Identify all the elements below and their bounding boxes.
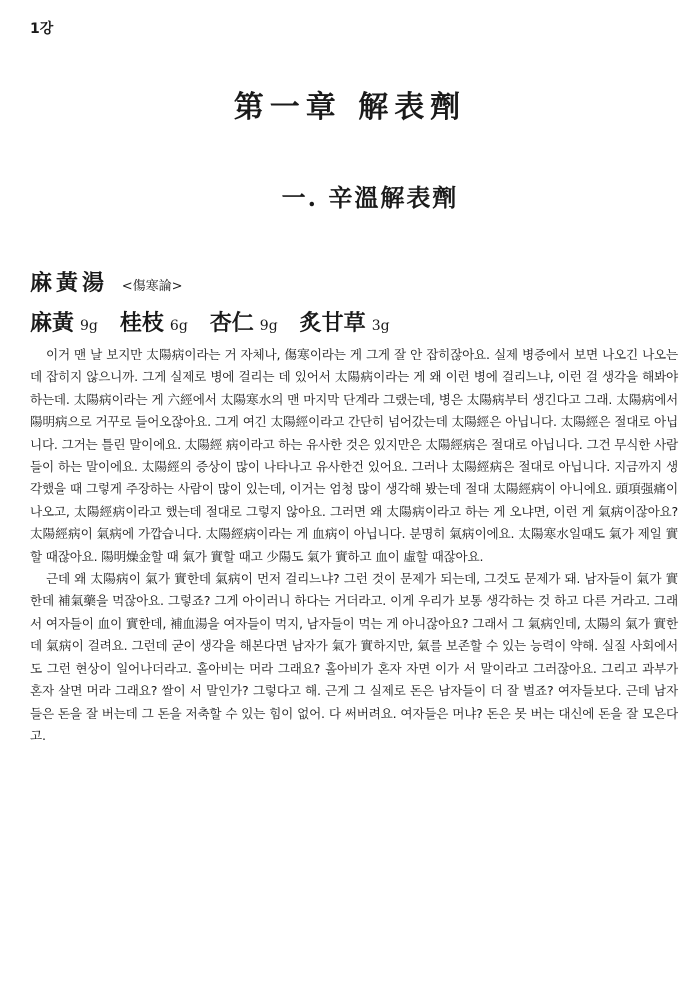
prescription-source: <傷寒論> (121, 279, 183, 294)
ingredient (300, 306, 390, 337)
section-title: 一. 辛溫解表劑 (281, 183, 459, 212)
ingredient-name: 麻黃 (30, 310, 75, 336)
ingredient-dose: 9g (259, 318, 278, 334)
ingredient (210, 306, 278, 337)
body-text (30, 344, 678, 747)
ingredient-list (30, 306, 390, 337)
paragraph: 이거 맨 날 보지만 太陽病이라는 거 자체나, 傷寒이라는 게 그게 잘 안 잡히잖아요. 실제 병증에서 보면 나오긴 나오는데 잡히지 않으니까. 그게 실제로 병에 걸리는 데 있어서 太陽病이라는 게 왜 이런 병에 걸리느냐, 이런 걸 생각을 해봐야하는데. 太陽病이라는 게 六經에서 太陽寒水의 맨 마지막 단계라 그랬는데, 병은 太陽病부터 생긴다고 그래. 太陽病에서 陽明病으로 거꾸로 들어오잖아요. 그게 여긴 太陽經이라고 간단히 넘어갔는데 太陽經은 아닙니다. 太陽經은 절대로 아닙니다. 그거는 틀린 말이에요. 太陽經 病이라고 하는 유사한 것은 있지만은 太陽經病은 절대로 아닙니다. 그건 무식한 사람들이 하는 말이에요. 太陽經의 증상이 많이 나타나고 유사한건 있어요. 그러나 太陽經病은 절대로 아닙니다. 지금까지 생각했을 때 그렇게 주장하는 사람이 많이 있는데, 이거는 엄청 많이 생각해 봤는데 절대 太陽經病이 아니에요. 頭項强痛이 나오고, 太陽經病이라고 했는데 절대로 그렇지 않아요. 그러면 왜 太陽病이라고 하는 게 오냐면, 이런 게 氣病이잖아요? 太陽經病이 氣病에 가깝습니다. 太陽經病이라는 게 血病이 아닙니다. 분명히 氣病이에요. 太陽寒水일때도 氣가 제일 實할 때잖아요. 陽明燥金할 때 氣가 實할 때고 少陽도 氣가 實하고 血이 虛할 때잖아요. (30, 347, 678, 564)
ingredient-name: 桂枝 (119, 310, 164, 336)
page-number: 1강 (30, 21, 54, 37)
ingredient (30, 306, 98, 337)
ingredient-dose: 3g (371, 318, 390, 334)
ingredient-name: 杏仁 (209, 310, 254, 336)
paragraph: 근데 왜 太陽病이 氣가 實한데 氣病이 먼저 걸리느냐? 그런 것이 문제가 되는데, 그것도 문제가 돼. 남자들이 氣가 實한데 補氣藥을 먹잖아요. 그렇죠? 그게 아이러니 하다는 거더라고. 이게 우리가 보통 생각하는 것 하고 다른 거라고. 그래서 여자들이 血이 實한데, 補血湯을 여자들이 먹지, 남자들이 먹는 게 아니잖아요? 그래서 그 氣病인데, 太陽의 氣가 實한데 氣病이 걸려요. 그런데 굳이 생각을 해본다면 남자가 氣가 實하지만, 氣를 보존할 수 있는 능력이 약해. 실질 사회에서도 그런 현상이 일어나더라고. 홀아비는 머라 그래요? 홀아비가 혼자 자면 이가 서 말이라고 그러잖아요. 그리고 과부가 혼자 살면 머라 그래요? 쌀이 서 말인가? 그렇다고 해. 근게 그 실제로 돈은 남자들이 더 잘 벌죠? 여자들보다. 근데 남자들은 돈을 잘 버는데 그 돈을 저축할 수 있는 힘이 없어. 다 써버려요. 여자들은 머냐? 돈은 못 버는 대신에 돈을 잘 모은다고. (30, 571, 678, 743)
ingredient-dose: 6g (169, 318, 188, 334)
ingredient (120, 306, 188, 337)
chapter-title: 第一章 解表劑 (233, 90, 467, 125)
ingredient-dose: 9g (80, 318, 98, 334)
ingredient-name: 炙甘草 (299, 310, 366, 336)
prescription-title (30, 266, 182, 297)
prescription-name: 麻黃湯 (30, 270, 109, 296)
